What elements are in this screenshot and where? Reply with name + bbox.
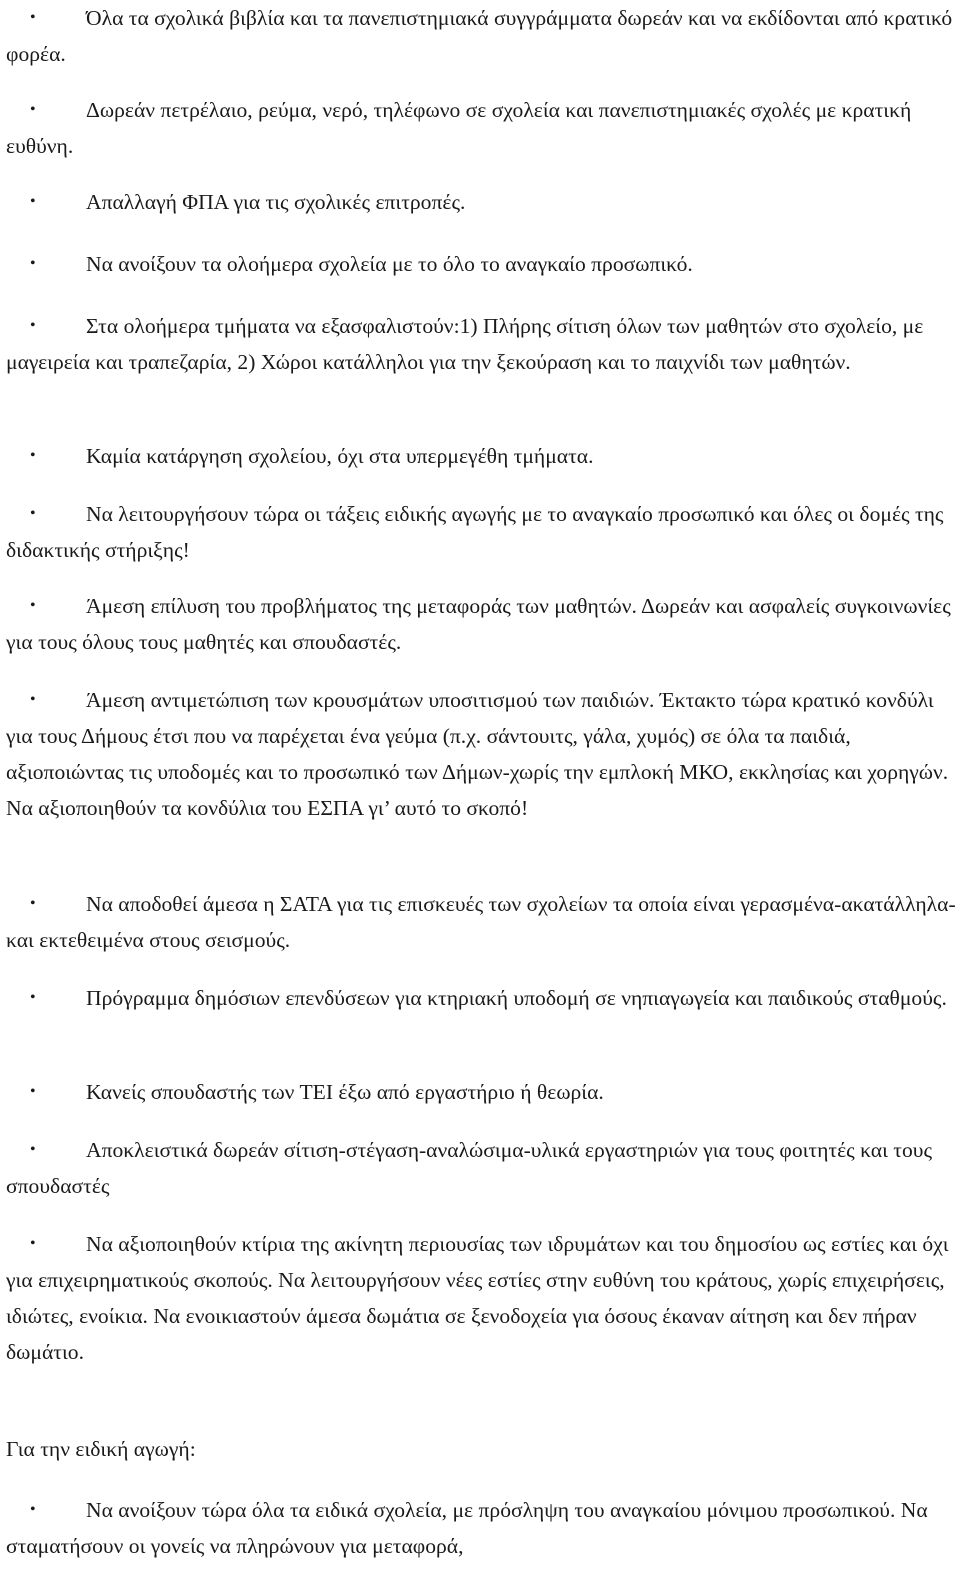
list-item (6, 1492, 956, 1564)
bullet-icon: • (30, 895, 36, 912)
list-item-text: Αποκλειστικά δωρεάν σίτιση-στέγαση-αναλώσιμα-υλικά εργαστηριών για τους φοιτητές και τους σπουδαστές (6, 1138, 933, 1198)
bullet-icon: • (30, 101, 36, 118)
list-item (6, 184, 956, 220)
bullet-icon: • (30, 505, 36, 522)
list-item-text: Πρόγραμμα δημόσιων επενδύσεων για κτηριακή υποδομή σε νηπιαγωγεία και παιδικούς σταθμούς. (86, 986, 947, 1010)
bullet-icon: • (30, 317, 36, 334)
bullet-icon: • (30, 1235, 36, 1252)
list-item (6, 0, 956, 72)
section-heading: Για την ειδική αγωγή: (6, 1437, 196, 1461)
list-item (6, 496, 956, 568)
list-item (6, 438, 956, 474)
list-item-text: Να αξιοποιηθούν κτίρια της ακίνητη περιουσίας των ιδρυμάτων και του δημοσίου ως εστίες και όχι για επιχειρηματικούς σκοπούς. Να λειτουργήσουν νέες εστίες στην ευθύνη του κράτους, χωρίς επιχειρήσεις, ιδιώτες, ενοίκια. Να ενοικιαστούν άμεσα δωμάτια σε ξενοδοχεία για όσους έκαναν αίτηση και δεν πήραν δωμάτιο. (6, 1232, 949, 1364)
bullet-icon: • (30, 691, 36, 708)
list-item-text: Κανείς σπουδαστής των ΤΕΙ έξω από εργαστήριο ή θεωρία. (86, 1080, 604, 1104)
list-item (6, 246, 956, 282)
bullet-icon: • (30, 1083, 36, 1100)
bullet-icon: • (30, 193, 36, 210)
list-item-text: Να λειτουργήσουν τώρα οι τάξεις ειδικής αγωγής με το αναγκαίο προσωπικό και όλες οι δομές της διδακτικής στήριξης! (6, 502, 944, 562)
list-item-text: Άμεση επίλυση του προβλήματος της μεταφοράς των μαθητών. Δωρεάν και ασφαλείς συγκοινωνίες για τους όλους τους μαθητές και σπουδαστές. (6, 594, 951, 654)
list-item (6, 308, 956, 380)
list-item (6, 1074, 956, 1110)
list-item (6, 1226, 956, 1370)
list-item-text: Άμεση αντιμετώπιση των κρουσμάτων υποσιτισμού των παιδιών. Έκτακτο τώρα κρατικό κονδύλι για τους Δήμους έτσι που να παρέχεται ένα γεύμα (π.χ. σάντουιτς, γάλα, χυμός) σε όλα τα παιδιά, αξιοποιώντας τις υποδομές και το προσωπικό των Δήμων-χωρίς την εμπλοκή ΜΚΟ, εκκλησίας και χορηγών. Να αξιοποιηθούν τα κονδύλια του ΕΣΠΑ γι’ αυτό το σκοπό! (6, 688, 949, 820)
list-item (6, 1132, 956, 1204)
list-item (6, 980, 956, 1016)
list-item-text: Καμία κατάργηση σχολείου, όχι στα υπερμεγέθη τμήματα. (86, 444, 594, 468)
list-item-text: Να ανοίξουν τώρα όλα τα ειδικά σχολεία, με πρόσληψη του αναγκαίου μόνιμου προσωπικού. Να σταματήσουν οι γονείς να πληρώνουν για μεταφορά, (6, 1498, 928, 1558)
bullet-icon: • (30, 989, 36, 1006)
list-item (6, 682, 956, 826)
bullet-icon: • (30, 597, 36, 614)
list-item-text: Στα ολοήμερα τμήματα να εξασφαλιστούν:1) Πλήρης σίτιση όλων των μαθητών στο σχολείο, με μαγειρεία και τραπεζαρία, 2) Χώροι κατάλληλοι για την ξεκούραση και το παιχνίδι των μαθητών. (6, 314, 924, 374)
list-item-text: Να αποδοθεί άμεσα η ΣΑΤΑ για τις επισκευές των σχολείων τα οποία είναι γερασμένα-ακατάλληλα-και εκτεθειμένα στους σεισμούς. (6, 892, 956, 952)
list-item-text: Όλα τα σχολικά βιβλία και τα πανεπιστημιακά συγγράμματα δωρεάν και να εκδίδονται από κρατικό φορέα. (6, 6, 953, 66)
bullet-icon: • (30, 255, 36, 272)
bullet-icon: • (30, 1501, 36, 1518)
bullet-icon: • (30, 1141, 36, 1158)
list-item-text: Απαλλαγή ΦΠΑ για τις σχολικές επιτροπές. (86, 190, 466, 214)
list-item (6, 886, 956, 958)
list-item-text: Δωρεάν πετρέλαιο, ρεύμα, νερό, τηλέφωνο σε σχολεία και πανεπιστημιακές σχολές με κρατική ευθύνη. (6, 98, 912, 158)
list-item (6, 588, 956, 660)
list-item-text: Να ανοίξουν τα ολοήμερα σχολεία με το όλο το αναγκαίο προσωπικό. (86, 252, 693, 276)
list-item (6, 92, 956, 164)
bullet-icon: • (30, 9, 36, 26)
bullet-icon: • (30, 447, 36, 464)
